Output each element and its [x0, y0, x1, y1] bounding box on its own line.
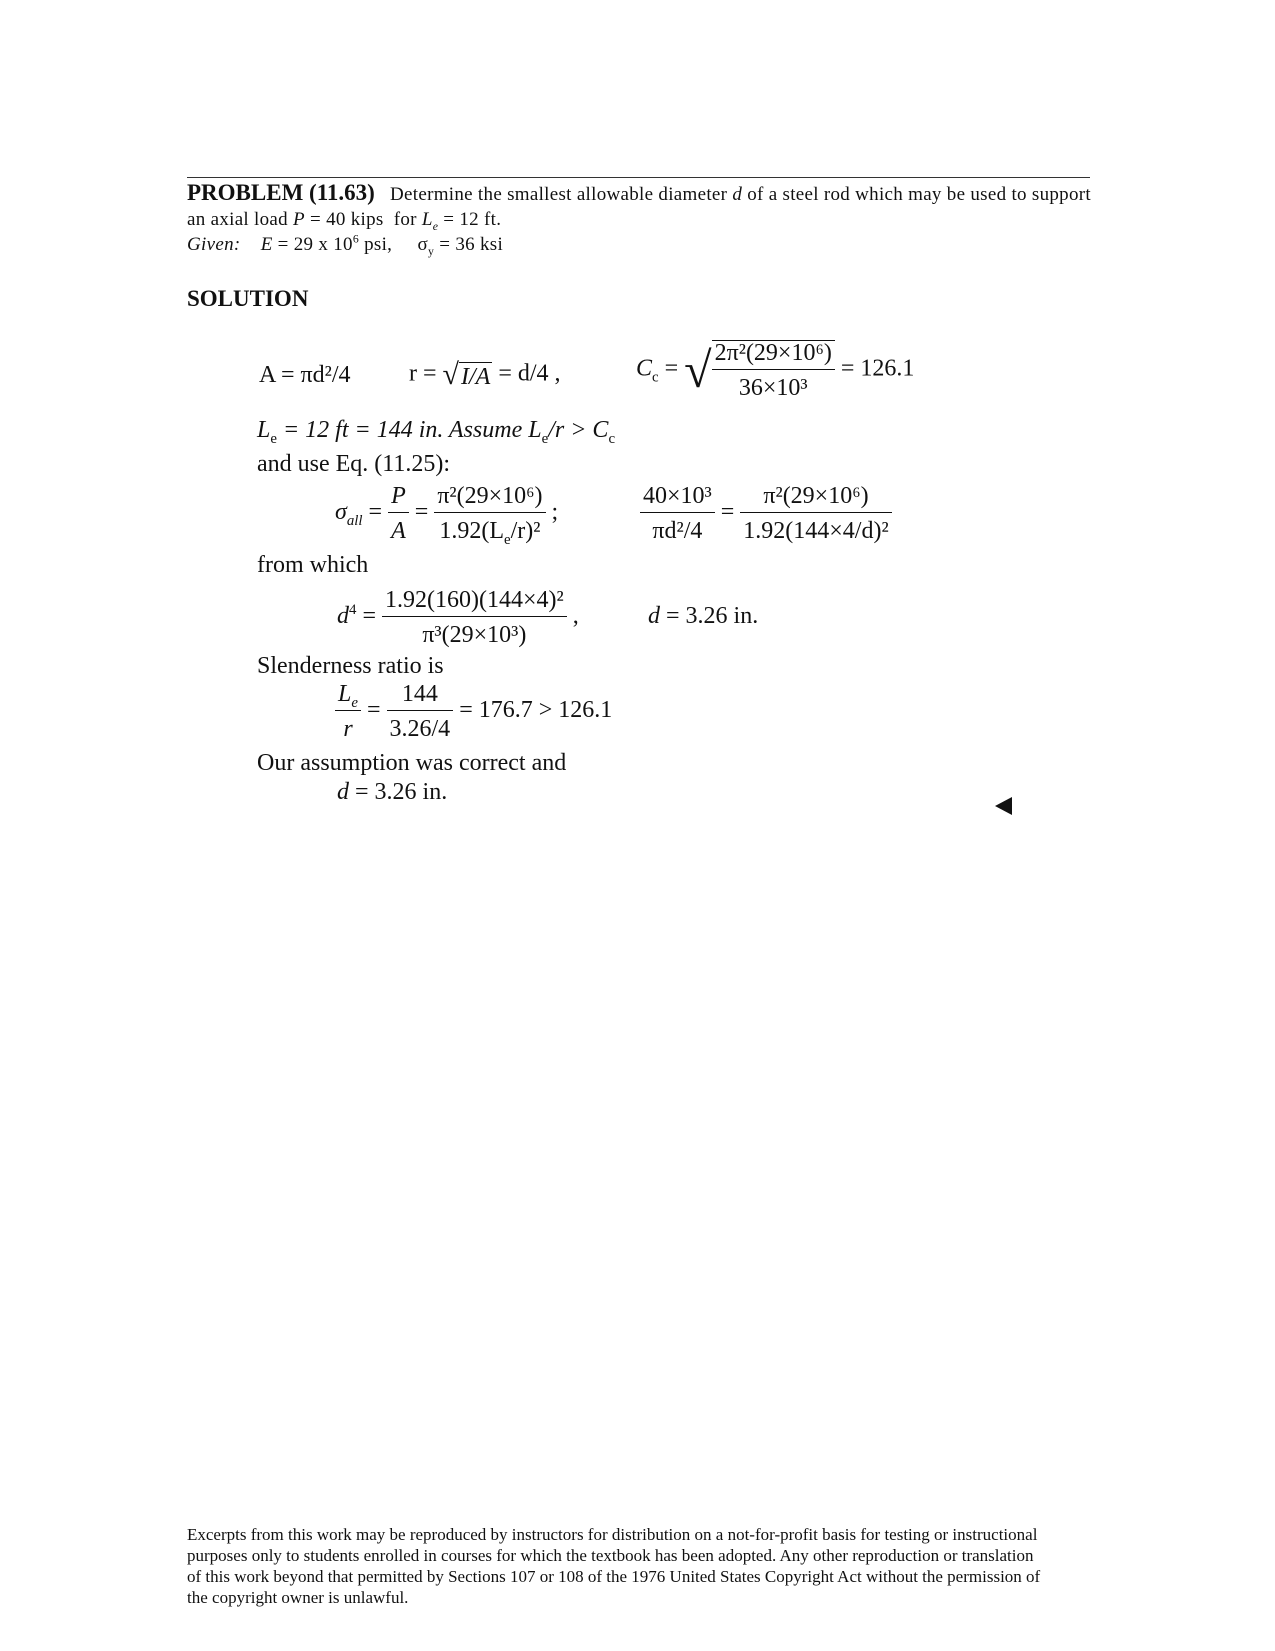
load-value: = 40 kips [310, 209, 384, 230]
statement-part-1: Determine the smallest allowable diameter [390, 184, 728, 205]
radical: √I/A [442, 358, 491, 391]
problem-statement [187, 180, 1097, 257]
var-P: P [293, 209, 305, 230]
statement-part-2: of a steel rod which may be used to support an axial load [187, 184, 1091, 230]
use-equation-text: and use Eq. (11.25): [257, 451, 451, 477]
var-d: d [732, 184, 743, 205]
var-E: E [260, 234, 273, 255]
radical: √ $\frac{\text{2π²(29×10⁶)}}{\text{36×10³}}$ [684, 340, 835, 400]
radius-equation: r = √I/A = d/4 , [409, 358, 561, 391]
cc-equation: $C_c$ = √ $\frac{\text{2π²(29×10⁶)}}{\text{36×10³}}$ = 126.1 [636, 340, 915, 401]
diameter-result: d = 3.26 in. [648, 603, 759, 629]
from-which-text: from which [257, 552, 369, 578]
effective-length-line: $L_e = 12$ ft = 144 in. Assume $L_e/r > C_c$ [257, 417, 616, 447]
assumption-text: Our assumption was correct and [257, 750, 567, 776]
modulus-value: = 29 x $10^6$ psi, [277, 232, 393, 255]
final-diameter: d = 3.26 in. [337, 779, 448, 805]
d4-equation: $d^4$ = $\frac{\text{1.92(160)(144×4)²}}{\text{π³(29×10³)}}$ , [337, 587, 579, 648]
top-rule [187, 177, 1090, 178]
given-label: Given: [187, 234, 241, 255]
answer-marker-icon [995, 797, 1012, 815]
allowable-stress-equation: $\sigma_{all}$ = $\frac{P}{A}$ = $\frac{\text{π²(29×10⁶)}}{1.92(L_e/r)^2}$ ; [335, 483, 559, 548]
slenderness-label: Slenderness ratio is [257, 653, 444, 679]
problem-title: PROBLEM (11.63) [187, 180, 375, 205]
solution-heading: SOLUTION [187, 286, 309, 311]
diameter-equation: $\frac{\text{40×10³}}{\text{πd²/4}}$ = $\frac{\text{π²(29×10⁶)}}{\text{1.92(144×4/d)²}}$ [640, 484, 892, 543]
yield-stress: $\sigma_y = 36$ ksi [417, 234, 504, 258]
copyright-footer: Excerpts from this work may be reproduced by instructors for distribution on a not-for-profit basis for testing or instructional purposes only to students enrolled in courses for which the textbook has been adopted. Any other reproduction or translation of this work beyond that permitted by Sections 107 or 108 of the 1976 United States Copyright Act without the permission of the copyright owner is unlawful. [187, 1525, 1041, 1607]
for-word: for [393, 209, 417, 230]
slenderness-equation: $\frac{L_e}{r}$ = $\frac{144}{3.26/4}$ = 176.7 > 126.1 [335, 682, 612, 741]
length-value: = 12 ft. [443, 209, 502, 230]
area-equation: A = πd²/4 [259, 362, 351, 388]
var-Le: $L_e$ [421, 209, 439, 233]
